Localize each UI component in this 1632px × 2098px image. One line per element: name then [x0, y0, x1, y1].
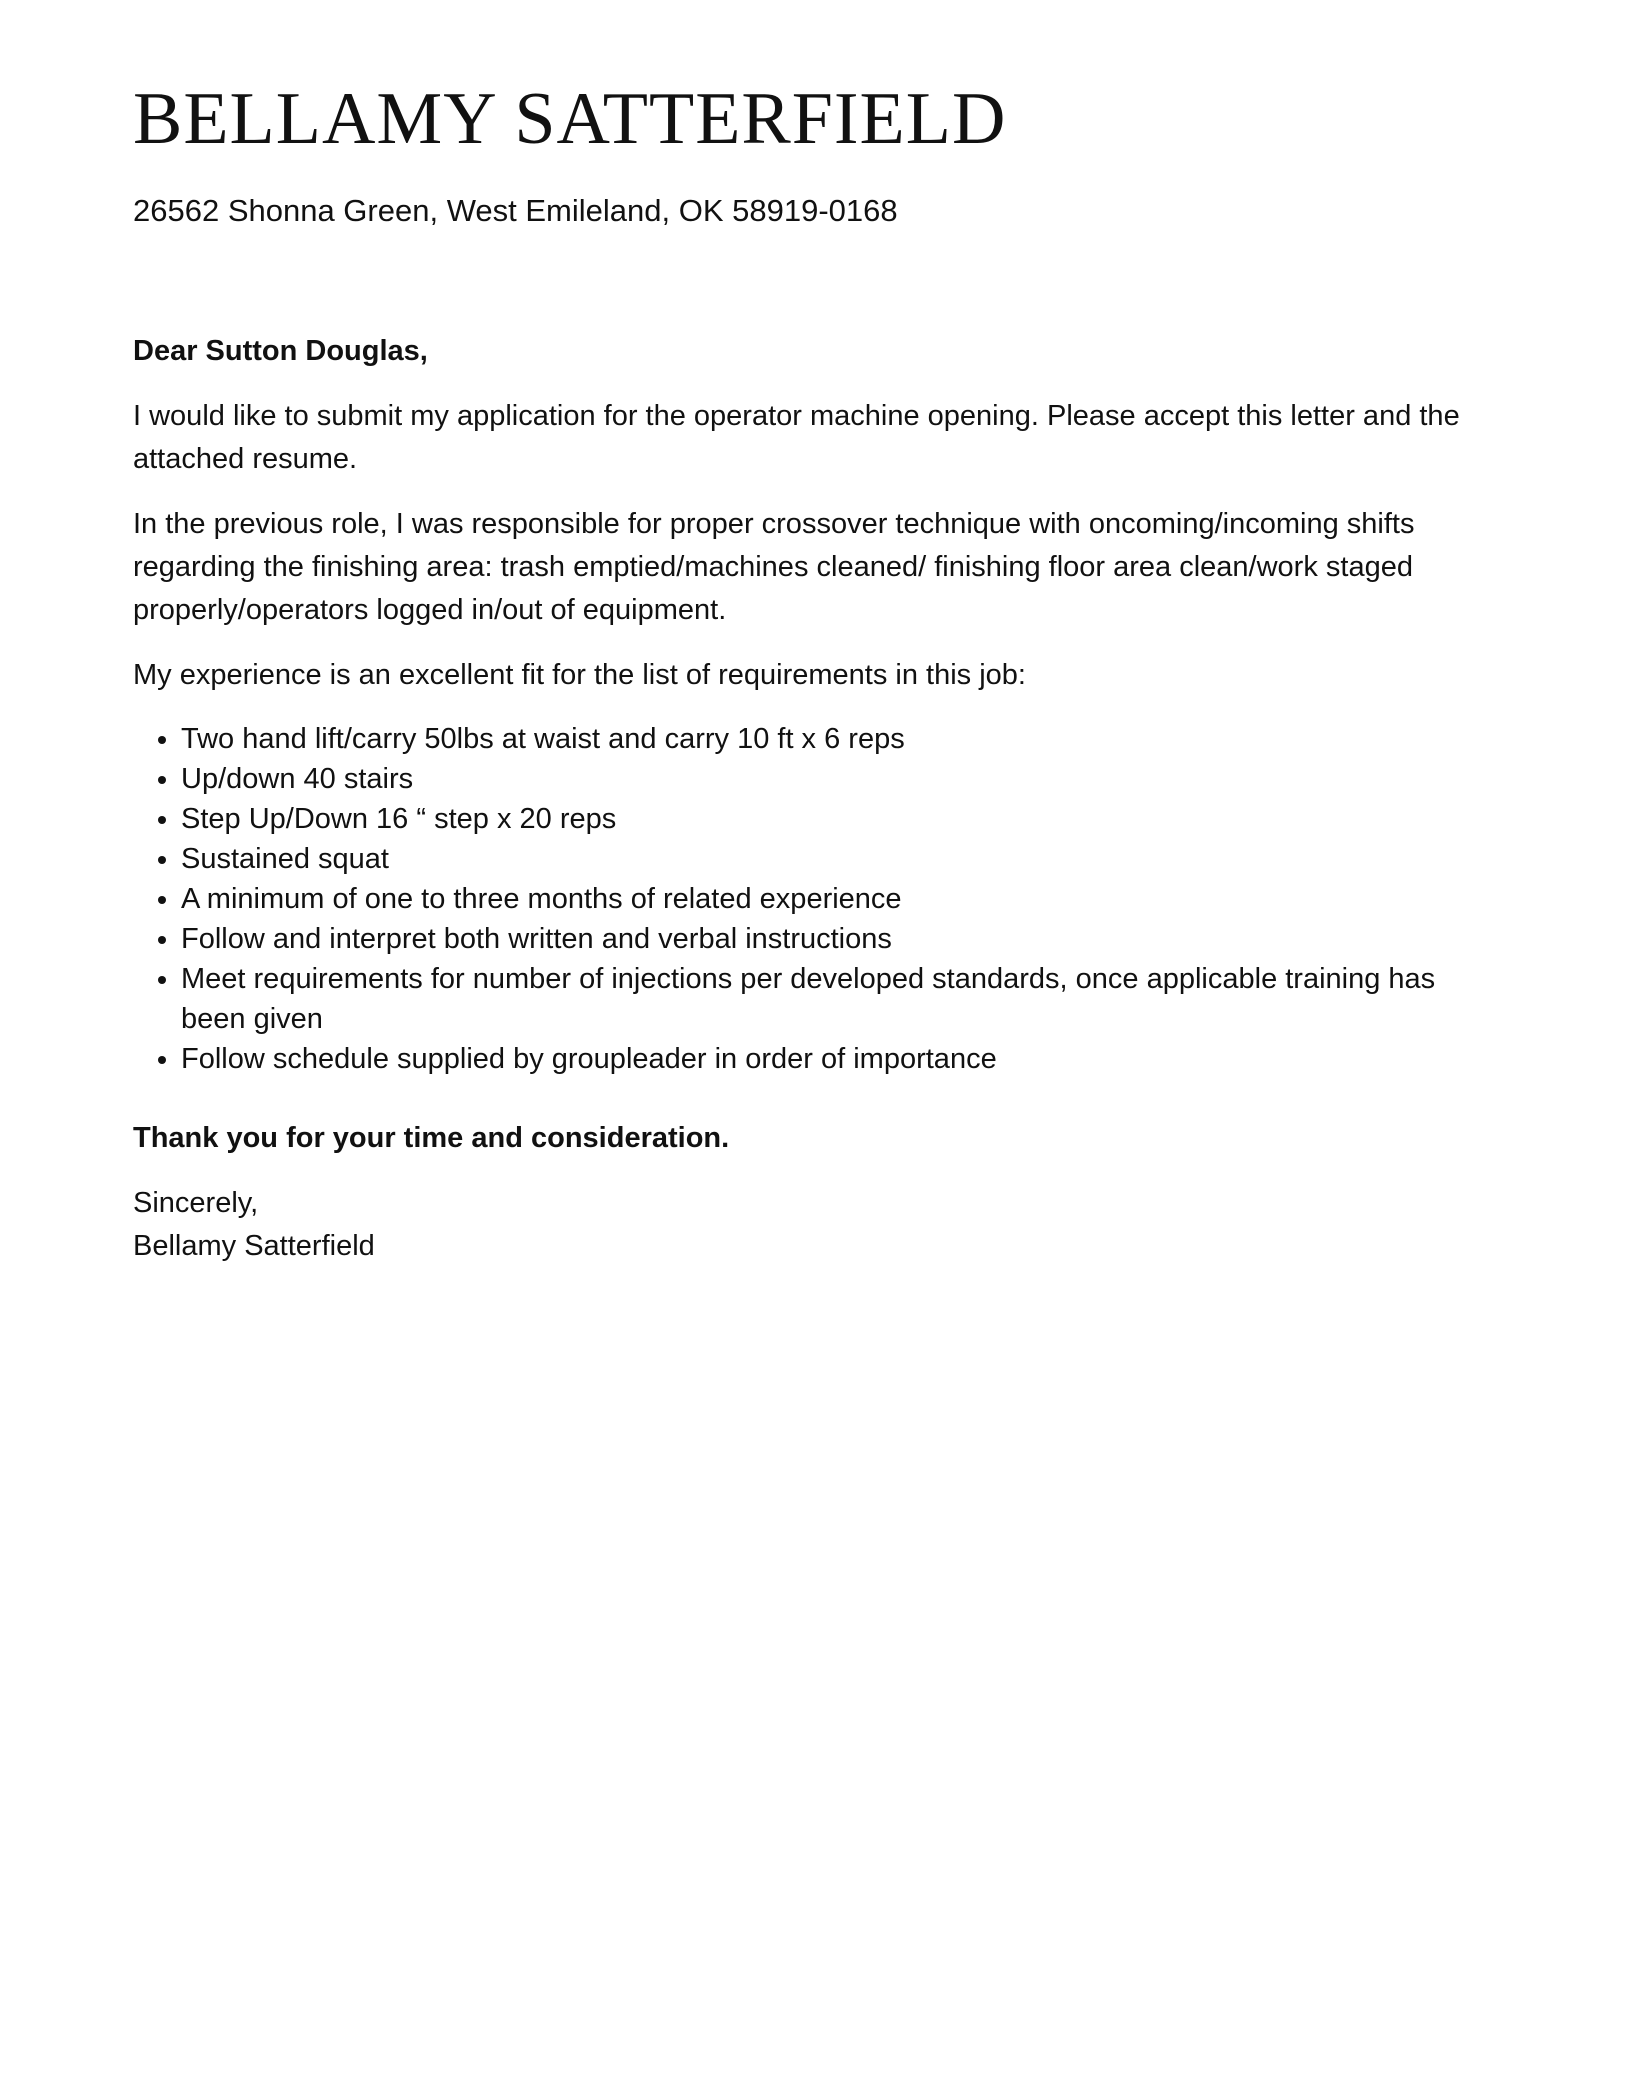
list-item: • Step Up/Down 16 “ step x 20 reps — [181, 799, 1499, 839]
list-item: • Up/down 40 stairs — [181, 759, 1499, 799]
requirements-intro: My experience is an excellent fit for the list of requirements in this job: — [133, 659, 1026, 691]
experience-paragraph: In the previous role, I was responsible for proper crossover technique with oncoming/incoming shifts regarding the finishing area: trash emptied/machines cleaned/ finishing floor area clean/work staged properly/operators logged in/out of equipment. — [133, 508, 1415, 626]
closing: Sincerely, — [133, 1187, 259, 1219]
thanks-line: Thank you for your time and consideration. — [133, 1122, 730, 1154]
greeting: Dear Sutton Douglas, — [133, 335, 428, 367]
list-item: • Follow and interpret both written and verbal instructions — [181, 919, 1499, 959]
signature: Bellamy Satterfield — [133, 1230, 375, 1262]
list-item: • Follow schedule supplied by groupleader in order of importance — [181, 1039, 1499, 1079]
requirements-list — [133, 719, 1499, 1079]
list-item: • Two hand lift/carry 50lbs at waist and carry 10 ft x 6 reps — [181, 719, 1499, 759]
list-item: • A minimum of one to three months of related experience — [181, 879, 1499, 919]
intro-paragraph: I would like to submit my application for the operator machine opening. Please accept this letter and the attached resume. — [133, 400, 1460, 475]
list-item: • Sustained squat — [181, 839, 1499, 879]
applicant-name: BELLAMY SATTERFIELD — [133, 78, 1007, 160]
list-item: • Meet requirements for number of injections per developed standards, once applicable training has been given — [181, 959, 1499, 1039]
applicant-address: 26562 Shonna Green, West Emileland, OK 58919-0168 — [133, 193, 898, 228]
letter-body — [133, 330, 1499, 1268]
